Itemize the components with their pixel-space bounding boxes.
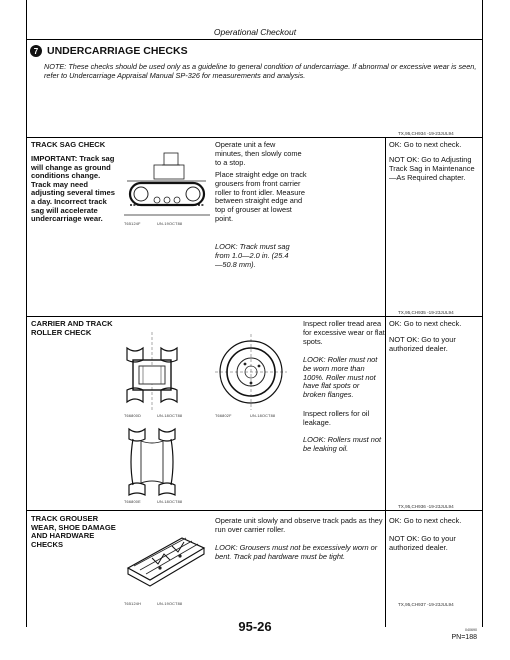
right-margin-line [482, 0, 483, 627]
roller-bottom-rule [26, 510, 482, 511]
track-sag-caption-right: UN-19OCT88 [157, 222, 183, 226]
page-pn: PN=188 [451, 634, 477, 641]
roller-column-rule [385, 317, 386, 510]
grouser-caption-left: T65124H [124, 602, 142, 606]
track-sag-illustration [124, 148, 210, 228]
roller-code: TX,95,CH936 -19-23JUL94 [398, 504, 454, 509]
roller-b-caption-left: T66802F [215, 414, 232, 418]
section-number-badge: 7 [30, 45, 42, 57]
roller-step-2: Inspect rollers for oil leakage. [303, 409, 370, 427]
grouser-ok: OK: Go to next check. [389, 516, 462, 525]
section-title-text: UNDERCARRIAGE CHECKS [47, 45, 188, 57]
roller-step-1: Inspect roller tread area for excessive wear or flat spots. [303, 319, 385, 346]
roller-end-illustration [215, 334, 287, 410]
roller-a-caption-left: T66800D [124, 414, 142, 418]
roller-c-caption-left: T66800E [124, 500, 141, 504]
grouser-look: LOOK: Grousers must not be excessively worn or bent. Track pad hardware must be tight. [215, 543, 378, 561]
section-note: NOTE: These checks should be used only as a guideline to general condition of undercarriage. If abnormal or excessive wear is seen, refer to Undercarriage Appraisal Manual SP-326 for measurements and analysis. [44, 62, 477, 80]
section-title [30, 45, 188, 57]
page-number: 95-26 [238, 619, 272, 634]
grouser-code: TX,95,CH937 -19-23JUL94 [398, 602, 454, 607]
roller-a-caption-right: UN-18OCT88 [157, 414, 183, 418]
track-sag-code: TX,95,CH935 -19-23JUL94 [398, 310, 454, 315]
track-sag-title: TRACK SAG CHECK [31, 140, 106, 149]
grouser-not-ok: NOT OK: Go to your authorized dealer. [389, 534, 456, 552]
running-header: Operational Checkout [213, 27, 297, 37]
grouser-step: Operate unit slowly and observe track pads as they run over carrier roller. [215, 516, 383, 534]
track-sag-column-rule [385, 138, 386, 316]
footer-code: 040690 [465, 628, 477, 632]
track-sag-caption-left: T65124F [124, 222, 141, 226]
grouser-illustration [124, 518, 208, 594]
roller-c-caption-right: UN-18OCT88 [157, 500, 183, 504]
grouser-caption-right: UN-19OCT88 [157, 602, 183, 606]
track-sag-step-1: Operate unit a few minutes, then slowly come to a stop. [215, 140, 302, 167]
track-sag-look: LOOK: Track must sag from 1.0—2.0 in. (25.4—50.8 mm). [215, 242, 290, 269]
roller-side-illustration [121, 330, 183, 414]
roller-worn-illustration [121, 425, 183, 499]
track-sag-bottom-rule [26, 316, 482, 317]
roller-look-2: LOOK: Rollers must not be leaking oil. [303, 435, 382, 453]
track-sag-important: IMPORTANT: Track sag will change as ground conditions change. Track may need adjusting several times a day. Incorrect track sag will accelerate undercarriage wear. [31, 154, 115, 224]
section-rule [26, 137, 482, 138]
track-sag-step-2: Place straight edge on track grousers from front carrier roller to front idler. Measure between straight edge and top of grouser at lowest point. [215, 170, 307, 223]
roller-check-title: CARRIER AND TRACK ROLLER CHECK [31, 319, 113, 337]
grouser-column-rule [385, 511, 386, 627]
track-sag-not-ok: NOT OK: Go to Adjusting Track Sag in Maintenance—As Required chapter. [389, 155, 475, 182]
left-margin-line [26, 0, 27, 627]
header-rule [26, 39, 482, 40]
roller-ok: OK: Go to next check. [389, 319, 462, 328]
roller-look-1: LOOK: Roller must not be worn more than 100%. Roller must not have flat spots or broken flanges. [303, 355, 378, 400]
grouser-check-title: TRACK GROUSER WEAR, SHOE DAMAGE AND HARDWARE CHECKS [31, 514, 116, 549]
roller-b-caption-right: UN-18OCT88 [250, 414, 276, 418]
roller-not-ok: NOT OK: Go to your authorized dealer. [389, 335, 456, 353]
track-sag-ok: OK: Go to next check. [389, 140, 462, 149]
section-code: TX,95,CH934 -19-23JUL94 [398, 131, 454, 136]
